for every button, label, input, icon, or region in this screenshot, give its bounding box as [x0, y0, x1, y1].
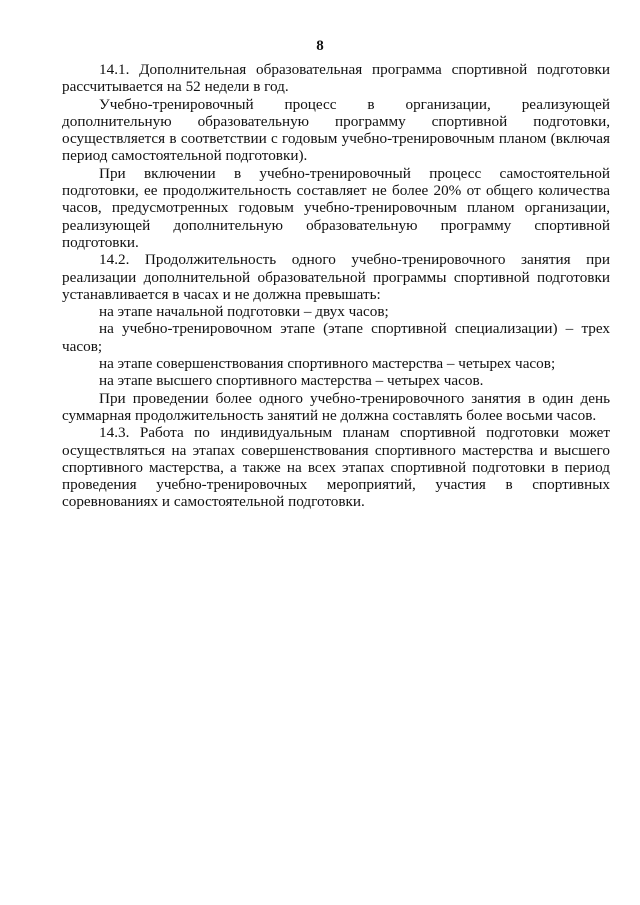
page-number: 8: [316, 38, 324, 54]
list-item-improvement-stage: на этапе совершенствования спортивного мастерства – четырех часов;: [99, 355, 556, 373]
paragraph-daily-limit: При проведении более одного учебно-тренировочного занятия в один день суммарная продолжительность занятий не должна составлять более восьми часов.: [62, 389, 610, 424]
paragraph-self-training: При включении в учебно-тренировочный процесс самостоятельной подготовки, ее продолжительность составляет не более 20% от общего количества часов, предусмотренных годовым учебно-тренировочным планом организации, реализующей дополнительную образовательную программу спортивной подготовки.: [62, 164, 610, 251]
paragraph-training-process: Учебно-тренировочный процесс в организации, реализующей дополнительную образовательную программу спортивной подготовки, осуществляется в соответствии с годовым учебно-тренировочным планом (включая период самостоятельной подготовки).: [62, 95, 610, 165]
list-item-highest-stage: на этапе высшего спортивного мастерства – четырех часов.: [99, 372, 484, 390]
list-item-initial-stage: на этапе начальной подготовки – двух часов;: [99, 303, 389, 321]
document-body: [62, 61, 610, 511]
paragraph-14-2: 14.2. Продолжительность одного учебно-тренировочного занятия при реализации дополнительной образовательной программы спортивной подготовки устанавливается в часах и не должна превышать:: [62, 251, 610, 303]
list-item-training-stage: на учебно-тренировочном этапе (этапе спортивной специализации) – трех часов;: [62, 320, 610, 355]
paragraph-14-3: 14.3. Работа по индивидуальным планам спортивной подготовки может осуществляться на этапах совершенствования спортивного мастерства и высшего спортивного мастерства, а также на всех этапах спортивной подготовки в период проведения учебно-тренировочных мероприятий, участия в спортивных соревнованиях и самостоятельной подготовки.: [62, 424, 610, 511]
paragraph-14-1: 14.1. Дополнительная образовательная программа спортивной подготовки рассчитывается на 52 недели в год.: [62, 61, 610, 96]
